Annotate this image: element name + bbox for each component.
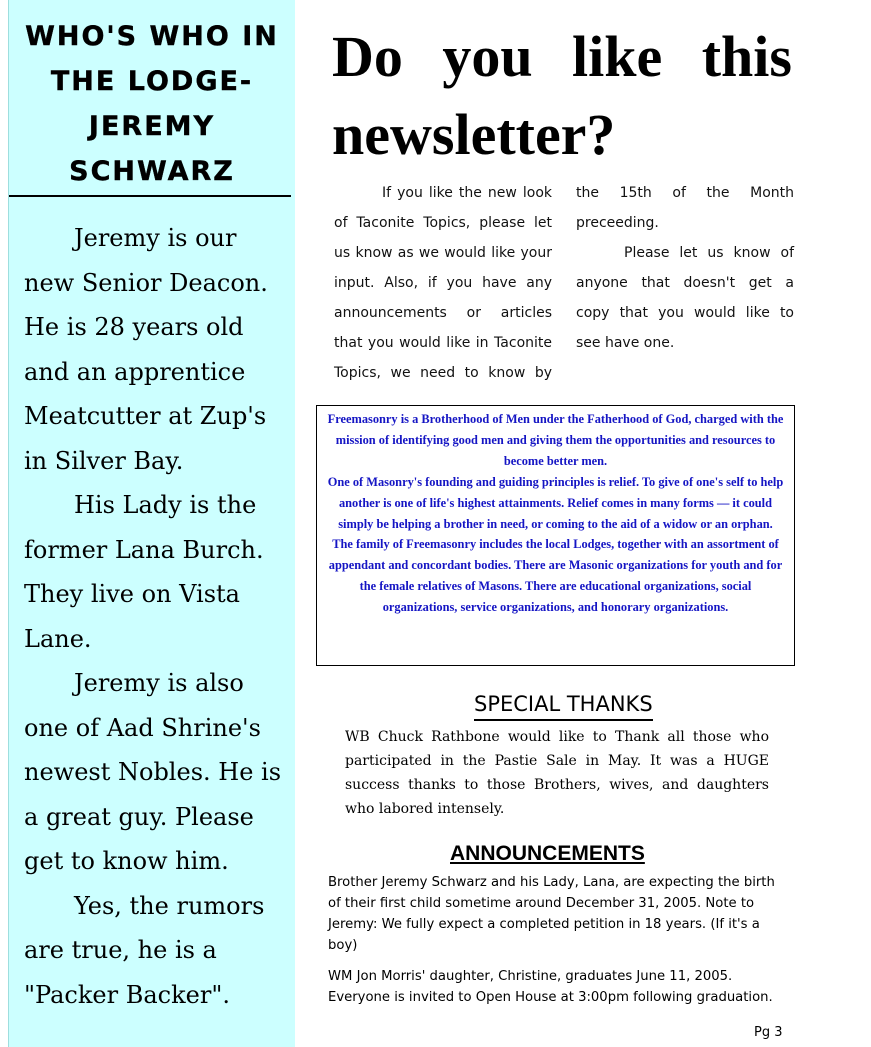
intro-paragraph: Please let us know of anyone that doesn't get a copy that you would like to see have one.	[576, 245, 794, 351]
sidebar-body	[24, 216, 284, 1017]
announcement-item: WM Jon Morris' daughter, Christine, graduates June 11, 2005. Everyone is invited to Open House at 3:00pm following graduation.	[328, 969, 773, 1005]
masonry-paragraph: The family of Freemasonry includes the local Lodges, together with an assortment of appendant and concordant bodies. There are Masonic organizations for youth and for the female relatives of Masons. There are educational organizations, social organizations, service organizations, and honorary organizations.	[328, 537, 783, 615]
newsletter-intro	[334, 178, 794, 388]
sidebar-divider	[9, 195, 291, 197]
intro-paragraph: If you like the new look of Taconite Topics, please let us know as we would like your input. Also, if you have any announcements or articles that you would like in Taconite Topics, we need to know by the 15th of the Month preceeding.	[334, 185, 794, 381]
masonry-paragraph: One of Masonry's founding and guiding principles is relief. To give of one's self to help another is one of life's highest attainments. Relief comes in many forms — it could simply be helping a brother in need, or coming to the aid of a widow or an orphan.	[327, 474, 784, 531]
sidebar-paragraph: Jeremy is also one of Aad Shrine's newest Nobles. He is a great guy. Please get to know him.	[24, 669, 282, 875]
masonry-paragraph: Freemasonry is a Brotherhood of Men under the Fatherhood of God, charged with the mission of identifying good men and giving them the opportunities and resources to become better men.	[327, 412, 784, 468]
sidebar-paragraph: Jeremy is our new Senior Deacon. He is 28 years old and an apprentice Meatcutter at Zup's in Silver Bay.	[24, 224, 268, 475]
whos-who-sidebar	[8, 0, 295, 1047]
page-number: Pg 3	[754, 1025, 783, 1040]
special-thanks-body: WB Chuck Rathbone would like to Thank all those who participated in the Pastie Sale in May. It was a HUGE success thanks to those Brothers, wives, and daughters who labored intensely.	[345, 729, 769, 817]
special-thanks-heading: SPECIAL THANKS	[474, 690, 653, 721]
sidebar-title: WHO'S WHO IN THE LODGE- JEREMY SCHWARZ	[25, 21, 279, 187]
announcements-heading: ANNOUNCEMENTS	[450, 842, 645, 865]
sidebar-paragraph: Yes, the rumors are true, he is a "Packer Backer".	[24, 891, 265, 1009]
announcements-list	[328, 872, 778, 1018]
announcement-item: Brother Jeremy Schwarz and his Lady, Lana, are expecting the birth of their first child sometime around December 31, 2005. Note to Jeremy: We fully expect a completed petition in 18 years. (If it's a boy)	[328, 875, 775, 953]
freemasonry-info-box	[316, 405, 795, 666]
sidebar-paragraph: His Lady is the former Lana Burch. They live on Vista Lane.	[24, 491, 264, 653]
page-headline: Do you like this newsletter?	[332, 24, 792, 167]
